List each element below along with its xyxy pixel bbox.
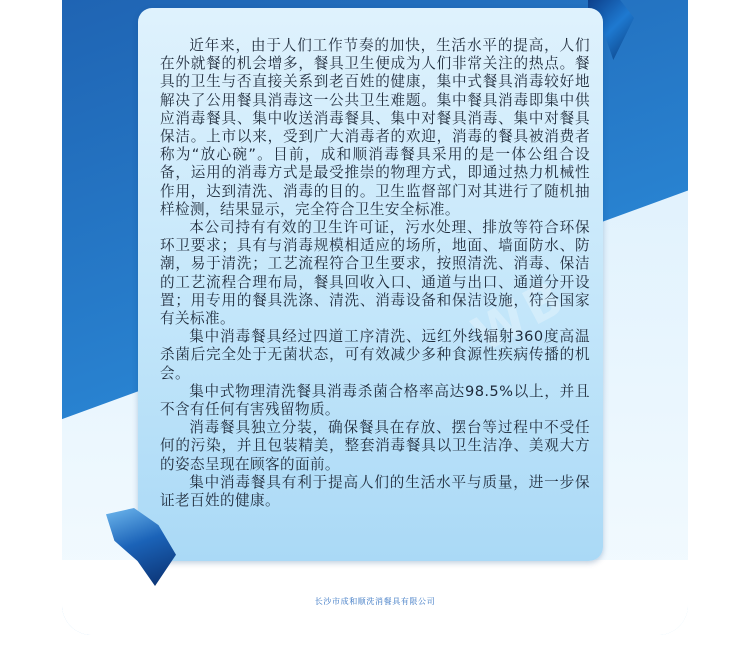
paragraph-intro: 近年来，由于人们工作节奏的加快，生活水平的提高，人们在外就餐的机会增多，餐具卫生便成为人们非常关注的热点。餐具的卫生与否直接关系到老百姓的健康，集中式餐具消毒较好地解决了公用餐具消毒这一公共卫生难题。集中餐具消毒即集中供应消毒餐具、集中收送消毒餐具、集中对餐具消毒、集中对餐具保洁。上市以来，受到广大消毒者的欢迎，消毒的餐具被消费者称为“放心碗”。目前，成和顺消毒餐具采用的是一体公组合设备，运用的消毒方式是最受推崇的物理方式，即通过热力机械性作用，达到清洗、消毒的目的。卫生监督部门对其进行了随机抽样检测，结果显示，完全符合卫生安全标准。 [160,37,590,218]
paragraph-rate: 集中式物理清洗餐具消毒杀菌合格率高达98.5%以上，并且不含有任何有害残留物质。 [160,382,590,419]
article-body [160,37,590,510]
paragraph-conclusion: 集中消毒餐具有利于提高人们的生活水平与质量，进一步保证老百姓的健康。 [160,473,590,510]
paragraph-company: 本公司持有有效的卫生许可证，污水处理、排放等符合环保环卫要求；具有与消毒规模相适应的场所，地面、墙面防水、防潮，易于清洗；工艺流程符合卫生要求，按照清洗、消毒、保洁的工艺流程合理布局，餐具回收入口、通道与出口、通道分开设置；用专用的餐具洗涤、清洗、消毒设备和保洁设施，符合国家有关标准。 [160,219,590,328]
watermark: WB [463,268,576,364]
paragraph-packaging: 消毒餐具独立分装，确保餐具在存放、摆台等过程中不受任何的污染，并且包装精美，整套消毒餐具以卫生洁净、美观大方的姿态呈现在顾客的面前。 [160,419,590,473]
paragraph-process: 集中消毒餐具经过四道工序清洗、远红外线辐射360度高温杀菌后完全处于无菌状态，可有效减少多种食源性疾病传播的机会。 [160,328,590,382]
footer-company-name: 长沙市成和顺洗消餐具有限公司 [314,597,436,606]
